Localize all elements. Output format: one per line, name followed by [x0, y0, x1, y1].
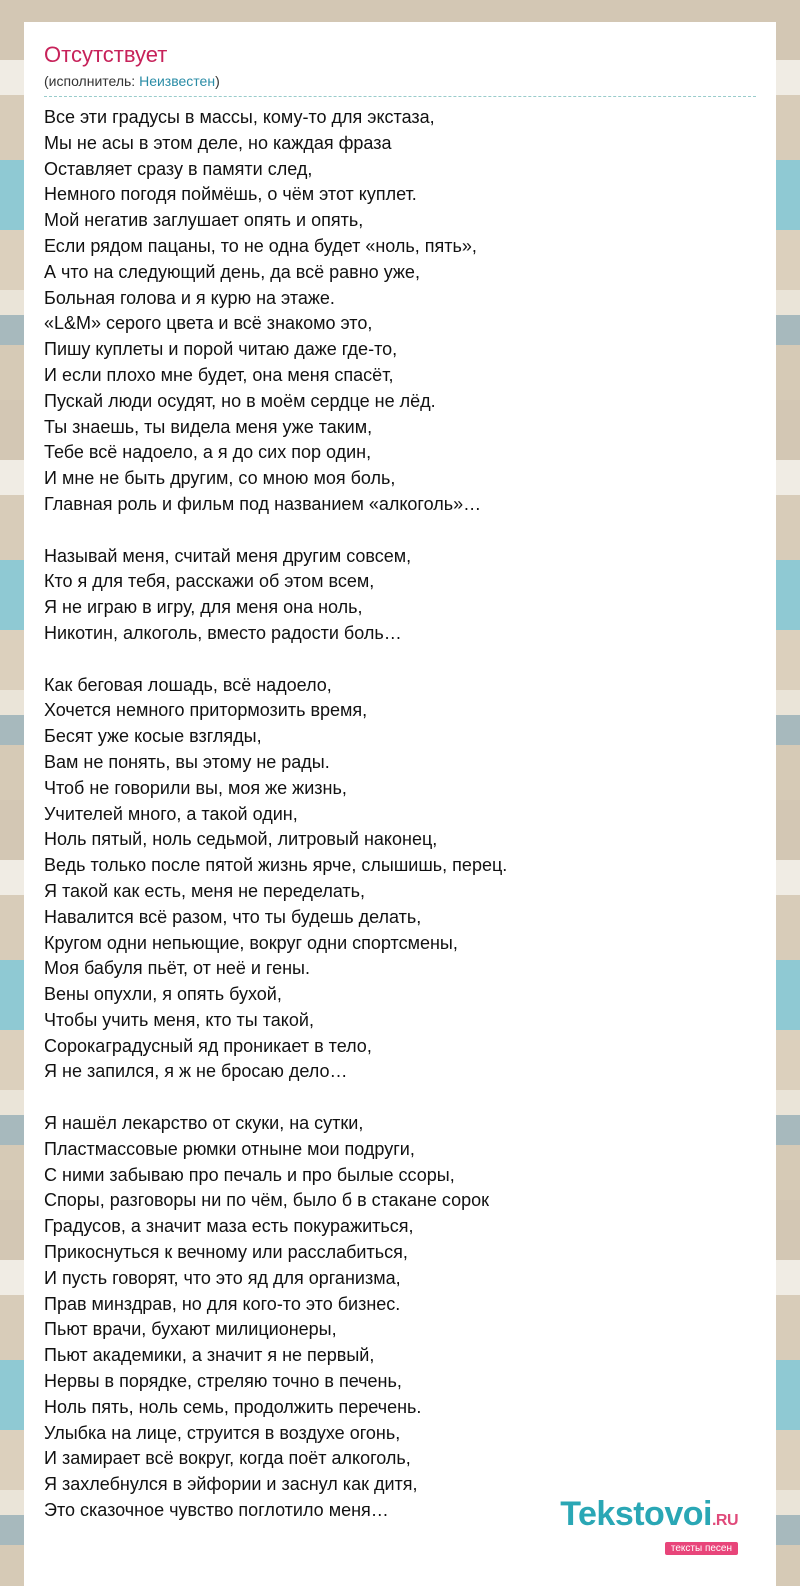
lyric-line: Споры, разговоры ни по чём, было б в стакане сорок	[44, 1190, 490, 1211]
lyric-line: Тебе всё надоело, а я до сих пор один,	[44, 442, 372, 463]
song-title: Отсутствует	[44, 42, 168, 67]
lyric-line: Оставляет сразу в памяти след,	[44, 158, 313, 179]
lyric-line: Пьют академики, а значит я не первый,	[44, 1345, 375, 1366]
lyric-line: Пускай люди осудят, но в моём сердце не лёд.	[44, 390, 436, 411]
logo-name: Tekstovoi	[560, 1495, 712, 1533]
lyric-line: Ноль пятый, ноль седьмой, литровый наконец,	[44, 829, 438, 850]
lyric-line: А что на следующий день, да всё равно уже,	[44, 261, 420, 282]
lyric-line: Никотин, алкоголь, вместо радости боль…	[44, 622, 402, 643]
lyric-line: Сорокаградусный яд проникает в тело,	[44, 1035, 372, 1056]
lyric-line: С ними забываю про печаль и про былые ссоры,	[44, 1164, 455, 1185]
logo-tld: .RU	[711, 1512, 738, 1529]
lyric-line: Больная голова и я курю на этаже.	[44, 287, 335, 308]
lyric-line: Мы не асы в этом деле, но каждая фраза	[44, 132, 392, 153]
lyric-line: Градусов, а значит маза есть покуражиться,	[44, 1216, 414, 1237]
artist-line	[44, 72, 756, 90]
stanza-break	[44, 518, 756, 544]
lyric-line: И мне не быть другим, со мною моя боль,	[44, 468, 396, 489]
artist-link[interactable]: Неизвестен	[139, 73, 216, 89]
lyrics-text	[44, 105, 756, 1524]
lyric-line: Ведь только после пятой жизнь ярче, слышишь, перец.	[44, 855, 508, 876]
lyric-line: Я такой как есть, меня не переделать,	[44, 880, 366, 901]
lyric-line: Как беговая лошадь, всё надоело,	[44, 674, 332, 695]
lyric-line: Я нашёл лекарство от скуки, на сутки,	[44, 1113, 364, 1134]
site-logo[interactable]	[560, 1497, 738, 1556]
stanza-break	[44, 1085, 756, 1111]
lyric-line: Вам не понять, вы этому не рады.	[44, 751, 330, 772]
lyric-line: «L&M» серого цвета и всё знакомо это,	[44, 313, 373, 334]
header-divider	[44, 96, 756, 97]
artist-prefix: (исполнитель:	[44, 73, 140, 89]
lyric-line: Пластмассовые рюмки отныне мои подруги,	[44, 1138, 415, 1159]
lyric-line: Хочется немного притормозить время,	[44, 700, 368, 721]
lyric-line: Ноль пять, ноль семь, продолжить перечень.	[44, 1396, 422, 1417]
lyric-line: Все эти градусы в массы, кому-то для экстаза,	[44, 107, 435, 127]
lyric-line: Бесят уже косые взгляды,	[44, 726, 262, 747]
lyric-line: И пусть говорят, что это яд для организма,	[44, 1267, 401, 1288]
lyric-line: Я не запился, я ж не бросаю дело…	[44, 1061, 348, 1082]
lyric-line: Вены опухли, я опять бухой,	[44, 984, 282, 1005]
lyric-line: Чтоб не говорили вы, моя же жизнь,	[44, 777, 347, 798]
lyric-line: Навалится всё разом, что ты будешь делать,	[44, 906, 422, 927]
lyric-line: Если рядом пацаны, то не одна будет «ноль, пять»,	[44, 235, 477, 256]
lyric-line: Называй меня, считай меня другим совсем,	[44, 545, 412, 566]
lyrics-card	[24, 22, 776, 1586]
lyric-line: Пишу куплеты и порой читаю даже где-то,	[44, 339, 398, 360]
lyric-line: Улыбка на лице, струится в воздухе огонь,	[44, 1422, 401, 1443]
lyric-line: Немного погодя поймёшь, о чём этот куплет.	[44, 184, 417, 205]
lyric-line: Я не играю в игру, для меня она ноль,	[44, 597, 363, 618]
lyric-line: Кругом одни непьющие, вокруг одни спортсмены,	[44, 932, 458, 953]
lyric-line: Ты знаешь, ты видела меня уже таким,	[44, 416, 373, 437]
lyric-line: Это сказочное чувство поглотило меня…	[44, 1500, 389, 1521]
lyric-line: Прикоснуться к вечному или расслабиться,	[44, 1242, 408, 1263]
stanza-break	[44, 647, 756, 673]
lyric-line: И замирает всё вокруг, когда поёт алкоголь,	[44, 1448, 411, 1469]
lyric-line: Нервы в порядке, стреляю точно в печень,	[44, 1371, 402, 1392]
artist-suffix: )	[215, 73, 220, 89]
lyric-line: Учителей много, а такой один,	[44, 803, 298, 824]
lyric-line: Пьют врачи, бухают милиционеры,	[44, 1319, 337, 1340]
lyric-line: Моя бабуля пьёт, от неё и гены.	[44, 958, 310, 979]
lyric-line: Мой негатив заглушает опять и опять,	[44, 210, 364, 231]
lyric-line: Я захлебнулся в эйфории и заснул как дитя,	[44, 1474, 418, 1495]
logo-subtitle: тексты песен	[665, 1542, 738, 1555]
lyric-line: Прав минздрав, но для кого-то это бизнес.	[44, 1293, 401, 1314]
lyric-line: И если плохо мне будет, она меня спасёт,	[44, 364, 394, 385]
lyric-line: Кто я для тебя, расскажи об этом всем,	[44, 571, 375, 592]
lyric-line: Главная роль и фильм под названием «алкоголь»…	[44, 493, 482, 514]
lyric-line: Чтобы учить меня, кто ты такой,	[44, 1009, 314, 1030]
